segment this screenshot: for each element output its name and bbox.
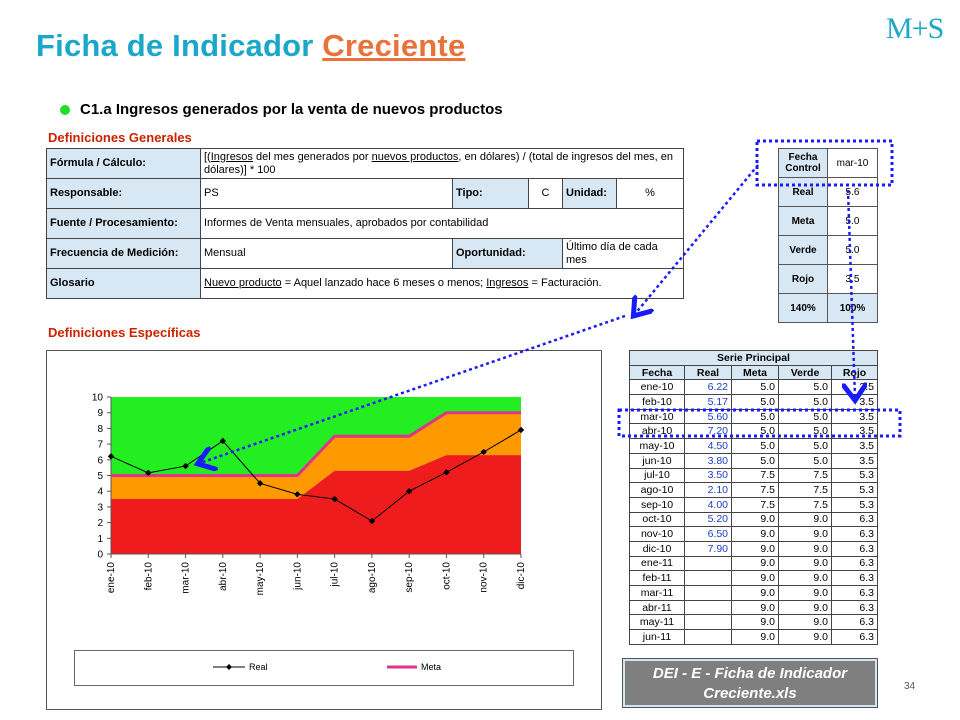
serie-cell-fecha: jun-11 xyxy=(630,630,685,645)
serie-cell-meta: 9.0 xyxy=(732,630,779,645)
serie-cell-rojo: 3.5 xyxy=(832,395,878,410)
x-tick-label: dic-10 xyxy=(516,562,527,590)
serie-cell-verde: 9.0 xyxy=(779,600,832,615)
x-tick-label: ago-10 xyxy=(366,562,378,594)
highlight-box-row xyxy=(619,410,900,436)
serie-cell-rojo: 3.5 xyxy=(832,439,878,454)
y-tick-label: 7 xyxy=(97,439,103,451)
x-tick-label: mar-10 xyxy=(180,562,192,594)
serie-cell-rojo: 6.3 xyxy=(832,586,878,601)
serie-cell-meta: 5.0 xyxy=(732,395,779,410)
arrow-to-table-row xyxy=(848,190,855,398)
serie-cell-fecha: may-11 xyxy=(630,615,685,630)
control-label-verde: Verde xyxy=(779,236,828,265)
serie-cell-real: 5.60 xyxy=(685,409,732,424)
fecha-control-label: Fecha Control xyxy=(779,149,828,178)
control-label-meta: Meta xyxy=(779,207,828,236)
x-tick-label: nov-10 xyxy=(478,562,490,593)
serie-cell-real: 3.50 xyxy=(685,468,732,483)
serie-cell-verde: 5.0 xyxy=(779,453,832,468)
serie-cell-verde: 5.0 xyxy=(779,424,832,439)
serie-cell-fecha: dic-10 xyxy=(630,541,685,556)
serie-cell-real: 6.22 xyxy=(685,380,732,395)
serie-cell-rojo: 6.3 xyxy=(832,600,878,615)
serie-cell-real: 4.50 xyxy=(685,439,732,454)
serie-cell-rojo: 5.3 xyxy=(832,468,878,483)
control-value-meta: 5.0 xyxy=(828,207,878,236)
serie-cell-meta: 7.5 xyxy=(732,483,779,498)
control-value-rojo: 3.5 xyxy=(828,265,878,294)
responsable-value: PS xyxy=(201,179,453,209)
y-tick-label: 6 xyxy=(97,455,103,467)
x-tick-label: abr-10 xyxy=(217,562,229,591)
serie-cell-fecha: mar-10 xyxy=(630,409,685,424)
y-tick-label: 2 xyxy=(97,518,103,530)
y-tick-label: 9 xyxy=(97,408,103,420)
fecha-control-value: mar-10 xyxy=(828,149,878,178)
serie-cell-rojo: 3.5 xyxy=(832,380,878,395)
serie-cell-verde: 9.0 xyxy=(779,556,832,571)
serie-cell-rojo: 5.3 xyxy=(832,497,878,512)
serie-cell-verde: 9.0 xyxy=(779,586,832,601)
legend-label-real: Real xyxy=(249,662,268,672)
section-heading-specific: Definiciones Específicas xyxy=(48,325,201,340)
x-tick-label: jun-10 xyxy=(292,562,304,590)
y-tick-label: 8 xyxy=(97,423,103,435)
control-label-rojo: Rojo xyxy=(779,265,828,294)
serie-cell-rojo: 6.3 xyxy=(832,556,878,571)
x-tick-label: sep-10 xyxy=(404,562,416,593)
serie-cell-meta: 5.0 xyxy=(732,439,779,454)
fuente-label: Fuente / Procesamiento: xyxy=(47,209,201,239)
control-total-left: 140% xyxy=(779,294,828,323)
x-tick-label: oct-10 xyxy=(441,562,453,590)
x-tick-label: feb-10 xyxy=(143,562,155,591)
serie-header: Meta xyxy=(732,365,779,380)
serie-cell-meta: 9.0 xyxy=(732,512,779,527)
serie-cell-meta: 9.0 xyxy=(732,571,779,586)
serie-cell-rojo: 6.3 xyxy=(832,571,878,586)
serie-cell-fecha: abr-11 xyxy=(630,600,685,615)
serie-cell-verde: 9.0 xyxy=(779,512,832,527)
page-number: 34 xyxy=(904,681,916,692)
serie-header: Fecha xyxy=(630,365,685,380)
serie-cell-verde: 5.0 xyxy=(779,395,832,410)
serie-cell-fecha: sep-10 xyxy=(630,497,685,512)
oportunidad-value: Último día de cada mes xyxy=(563,239,684,269)
serie-cell-verde: 9.0 xyxy=(779,527,832,542)
serie-header: Verde xyxy=(779,365,832,380)
fuente-value: Informes de Venta mensuales, aprobados por contabilidad xyxy=(201,209,684,239)
serie-cell-rojo: 6.3 xyxy=(832,512,878,527)
arrow-to-chart-upper xyxy=(635,165,758,314)
serie-cell-verde: 7.5 xyxy=(779,497,832,512)
serie-cell-real: 7.20 xyxy=(685,424,732,439)
serie-cell-meta: 5.0 xyxy=(732,409,779,424)
serie-cell-fecha: nov-10 xyxy=(630,527,685,542)
serie-cell-real: 5.20 xyxy=(685,512,732,527)
y-tick-label: 5 xyxy=(97,471,103,482)
control-value-verde: 5.0 xyxy=(828,236,878,265)
serie-cell-rojo: 3.5 xyxy=(832,424,878,439)
y-tick-label: 1 xyxy=(97,533,103,545)
serie-cell-rojo: 5.3 xyxy=(832,483,878,498)
x-tick-label: jul-10 xyxy=(329,562,341,587)
serie-cell-meta: 9.0 xyxy=(732,541,779,556)
file-link-label[interactable]: DEI - E - Ficha de Indicador Creciente.xls xyxy=(623,659,877,707)
serie-cell-meta: 7.5 xyxy=(732,497,779,512)
serie-cell-meta: 7.5 xyxy=(732,468,779,483)
serie-cell-verde: 7.5 xyxy=(779,483,832,498)
legend-label-meta: Meta xyxy=(421,662,442,672)
x-tick-label: may-10 xyxy=(255,562,267,596)
serie-cell-verde: 9.0 xyxy=(779,615,832,630)
unidad-value: % xyxy=(617,179,684,209)
serie-cell-rojo: 6.3 xyxy=(832,630,878,645)
indicator-title: C1.a Ingresos generados por la venta de nuevos productos xyxy=(80,101,503,118)
serie-cell-real: 5.17 xyxy=(685,395,732,410)
serie-cell-meta: 9.0 xyxy=(732,527,779,542)
serie-cell-fecha: may-10 xyxy=(630,439,685,454)
unidad-label: Unidad: xyxy=(563,179,617,209)
serie-cell-meta: 5.0 xyxy=(732,453,779,468)
serie-cell-verde: 5.0 xyxy=(779,380,832,395)
serie-header: Rojo xyxy=(832,365,878,380)
serie-cell-rojo: 6.3 xyxy=(832,527,878,542)
serie-cell-fecha: ago-10 xyxy=(630,483,685,498)
serie-cell-meta: 9.0 xyxy=(732,556,779,571)
serie-cell-fecha: ene-10 xyxy=(630,380,685,395)
serie-cell-meta: 5.0 xyxy=(732,380,779,395)
y-tick-label: 3 xyxy=(97,502,103,514)
glosario-label: Glosario xyxy=(47,269,201,299)
highlight-box-fecha xyxy=(757,141,892,185)
serie-header: Real xyxy=(685,365,732,380)
control-label-real: Real xyxy=(779,178,828,207)
x-tick-label: ene-10 xyxy=(106,562,117,594)
formula-value: [(Ingresos del mes generados por nuevos productos, en dólares) / (total de ingresos del mes, en dólares)] * 100 xyxy=(201,149,684,179)
serie-cell-meta: 9.0 xyxy=(732,615,779,630)
serie-cell-real: 4.00 xyxy=(685,497,732,512)
y-tick-label: 0 xyxy=(97,549,103,561)
serie-cell-meta: 9.0 xyxy=(732,586,779,601)
serie-cell-real: 2.10 xyxy=(685,483,732,498)
serie-cell-rojo: 6.3 xyxy=(832,615,878,630)
serie-cell-real: 3.80 xyxy=(685,453,732,468)
section-heading-general: Definiciones Generales xyxy=(48,130,192,145)
ms-logo: M+S xyxy=(886,12,944,45)
arrow-to-chart-point xyxy=(200,316,625,463)
serie-cell-verde: 7.5 xyxy=(779,468,832,483)
serie-cell-fecha: mar-11 xyxy=(630,586,685,601)
serie-cell-rojo: 3.5 xyxy=(832,453,878,468)
y-tick-label: 4 xyxy=(97,486,103,498)
serie-cell-fecha: jun-10 xyxy=(630,453,685,468)
y-tick-label: 10 xyxy=(91,392,103,404)
serie-cell-fecha: feb-10 xyxy=(630,395,685,410)
serie-caption: Serie Principal xyxy=(630,351,878,366)
title-highlight: Creciente xyxy=(322,28,466,63)
serie-cell-rojo: 6.3 xyxy=(832,541,878,556)
title-prefix: Ficha de Indicador xyxy=(36,28,323,63)
formula-label: Fórmula / Cálculo: xyxy=(47,149,201,179)
serie-cell-real: 7.90 xyxy=(685,541,732,556)
serie-cell-verde: 5.0 xyxy=(779,409,832,424)
serie-cell-fecha: feb-11 xyxy=(630,571,685,586)
serie-cell-verde: 5.0 xyxy=(779,439,832,454)
serie-cell-rojo: 3.5 xyxy=(832,409,878,424)
serie-cell-fecha: oct-10 xyxy=(630,512,685,527)
serie-cell-verde: 9.0 xyxy=(779,541,832,556)
glosario-value: Nuevo producto = Aquel lanzado hace 6 meses o menos; Ingresos = Facturación. xyxy=(201,269,684,299)
frecuencia-label: Frecuencia de Medición: xyxy=(47,239,201,269)
serie-cell-meta: 5.0 xyxy=(732,424,779,439)
serie-cell-real: 6.50 xyxy=(685,527,732,542)
control-value-real: 5.6 xyxy=(828,178,878,207)
frecuencia-value: Mensual xyxy=(201,239,453,269)
control-total-right: 100% xyxy=(828,294,878,323)
serie-cell-verde: 9.0 xyxy=(779,571,832,586)
tipo-value: C xyxy=(529,179,563,209)
tipo-label: Tipo: xyxy=(453,179,529,209)
serie-cell-meta: 9.0 xyxy=(732,600,779,615)
serie-cell-fecha: ene-11 xyxy=(630,556,685,571)
serie-cell-fecha: jul-10 xyxy=(630,468,685,483)
serie-cell-verde: 9.0 xyxy=(779,630,832,645)
responsable-label: Responsable: xyxy=(47,179,201,209)
serie-cell-fecha: abr-10 xyxy=(630,424,685,439)
oportunidad-label: Oportunidad: xyxy=(453,239,563,269)
